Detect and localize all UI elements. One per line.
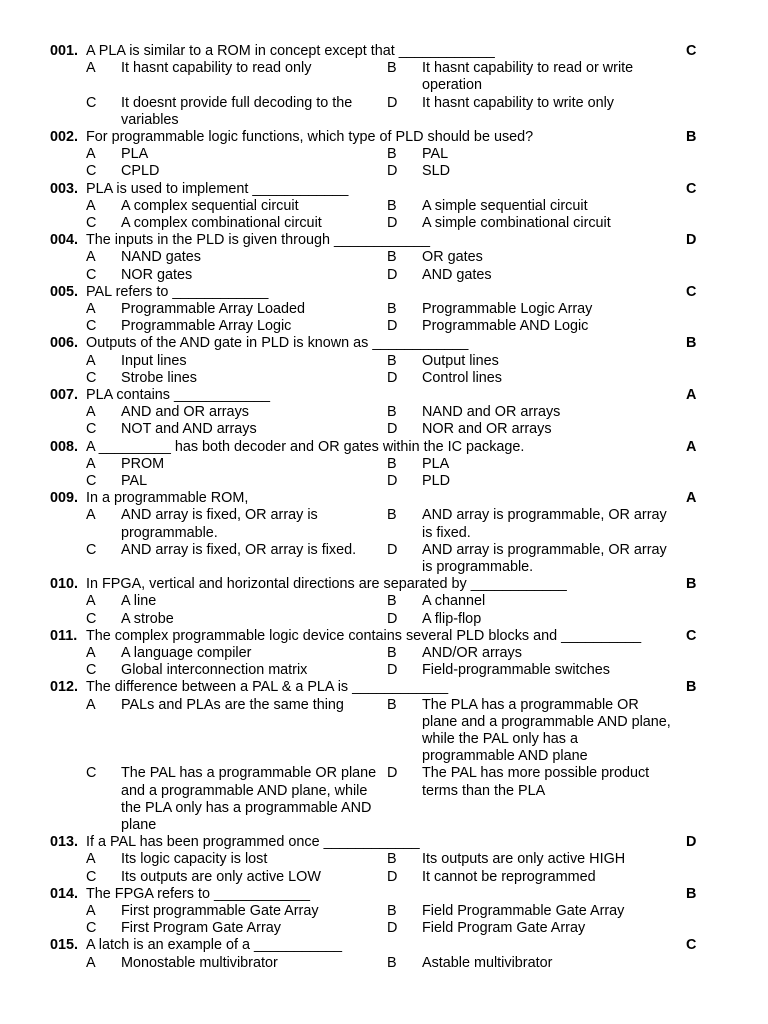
option-text: NOT and AND arrays	[121, 421, 257, 438]
question-2	[0, 129, 768, 181]
option-letter: C	[86, 868, 97, 885]
option	[0, 473, 387, 490]
option-row	[0, 60, 768, 94]
option-letter: C	[86, 421, 97, 438]
question-stem	[0, 181, 768, 198]
question-15	[0, 937, 768, 971]
question-number: 008.	[50, 438, 79, 455]
option-row	[0, 920, 768, 937]
option-letter: C	[86, 662, 97, 679]
answer-key: C	[686, 627, 697, 644]
question-6	[0, 335, 768, 387]
option-letter: A	[86, 300, 96, 317]
option-text: First Program Gate Array	[121, 920, 281, 937]
option	[0, 662, 387, 679]
option-row	[0, 318, 768, 335]
option	[387, 456, 768, 473]
option-text: AND array is fixed, OR array is programmable.	[121, 507, 318, 541]
question-number: 014.	[50, 885, 79, 902]
option-text: Monostable multivibrator	[121, 954, 278, 971]
option-letter: D	[387, 266, 398, 283]
answer-key: D	[686, 232, 697, 249]
question-number: 010.	[50, 576, 79, 593]
option-letter: C	[86, 610, 97, 627]
question-stem	[0, 490, 768, 507]
option	[0, 95, 387, 129]
option	[387, 697, 768, 766]
option	[387, 267, 768, 284]
question-number: 004.	[50, 232, 79, 249]
question-stem	[0, 628, 768, 645]
option	[387, 903, 768, 920]
question-text: A PLA is similar to a ROM in concept except that ____________	[86, 43, 495, 59]
option-text: NAND gates	[121, 249, 201, 266]
option	[387, 249, 768, 266]
option-text: PLA	[422, 455, 450, 472]
option-letter: D	[387, 920, 398, 937]
option-text: It hasnt capability to read or write operation	[422, 60, 634, 94]
question-3	[0, 181, 768, 233]
option-letter: D	[387, 369, 398, 386]
option	[0, 920, 387, 937]
option-text: A channel	[422, 593, 486, 610]
question-number: 012.	[50, 679, 79, 696]
option-letter: D	[387, 541, 398, 558]
option-text: Astable multivibrator	[422, 954, 553, 971]
answer-key: C	[686, 937, 697, 954]
option	[387, 542, 768, 576]
answer-key: A	[686, 386, 697, 403]
option-text: A simple sequential circuit	[422, 197, 588, 214]
option-letter: C	[86, 920, 97, 937]
question-1	[0, 43, 768, 129]
option-text: A language compiler	[121, 644, 252, 661]
option	[387, 473, 768, 490]
option-letter: A	[86, 644, 96, 661]
option-letter: C	[86, 266, 97, 283]
option	[0, 593, 387, 610]
question-number: 003.	[50, 180, 79, 197]
option-letter: C	[86, 369, 97, 386]
question-text: PLA contains ____________	[86, 386, 271, 403]
question-text: A _________ has both decoder and OR gates within the IC package.	[86, 438, 525, 455]
option	[387, 353, 768, 370]
option-text: NOR gates	[121, 266, 193, 283]
option-letter: C	[86, 94, 97, 111]
question-10	[0, 576, 768, 628]
option-text: AND and OR arrays	[121, 404, 249, 421]
answer-key: B	[686, 679, 697, 696]
option-letter: B	[387, 644, 397, 661]
option-text: A complex sequential circuit	[121, 197, 299, 214]
option-text: PAL	[121, 472, 148, 489]
option-row	[0, 456, 768, 473]
option-text: SLD	[422, 163, 450, 180]
option	[387, 95, 768, 129]
option-row	[0, 697, 768, 766]
option	[387, 318, 768, 335]
question-number: 011.	[50, 627, 78, 644]
question-stem	[0, 284, 768, 301]
option-text: Programmable Array Loaded	[121, 300, 305, 317]
option	[387, 611, 768, 628]
option-text: PAL	[422, 146, 449, 163]
option	[387, 662, 768, 679]
option-letter: D	[387, 765, 398, 782]
option-text: A complex combinational circuit	[121, 214, 322, 231]
option-text: Strobe lines	[121, 369, 197, 386]
option	[387, 593, 768, 610]
answer-key: B	[686, 885, 697, 902]
option	[0, 60, 387, 94]
option-text: A line	[121, 593, 157, 610]
option	[0, 765, 387, 834]
option-letter: D	[387, 214, 398, 231]
question-number: 007.	[50, 386, 79, 403]
option	[0, 249, 387, 266]
answer-key: B	[686, 335, 697, 352]
option-letter: A	[86, 352, 96, 369]
option-letter: D	[387, 868, 398, 885]
option-text: Input lines	[121, 352, 187, 369]
option	[0, 215, 387, 232]
option-text: PROM	[121, 455, 165, 472]
option-text: Its logic capacity is lost	[121, 851, 268, 868]
option-text: It cannot be reprogrammed	[422, 868, 596, 885]
option-text: AND array is programmable, OR array is programmable.	[422, 541, 667, 575]
question-number: 006.	[50, 335, 79, 352]
question-text: PAL refers to ____________	[86, 283, 269, 300]
option-text: Field Programmable Gate Array	[422, 902, 625, 919]
option-row	[0, 955, 768, 972]
option-letter: B	[387, 249, 397, 266]
option	[387, 215, 768, 232]
question-text: For programmable logic functions, which type of PLD should be used?	[86, 129, 534, 145]
option	[387, 146, 768, 163]
option-row	[0, 404, 768, 421]
option	[387, 198, 768, 215]
option-letter: D	[387, 662, 398, 679]
option-text: AND gates	[422, 266, 492, 283]
option-letter: A	[86, 404, 96, 421]
option-row	[0, 542, 768, 576]
option	[0, 697, 387, 766]
question-text: If a PAL has been programmed once ____________	[86, 834, 420, 851]
option-text: Global interconnection matrix	[121, 662, 308, 679]
option-letter: A	[86, 146, 96, 163]
option-row	[0, 215, 768, 232]
option-text: Field-programmable switches	[422, 662, 610, 679]
question-text: In FPGA, vertical and horizontal directions are separated by ____________	[86, 576, 567, 593]
option-letter: D	[387, 318, 398, 335]
question-stem	[0, 937, 768, 954]
option	[387, 851, 768, 868]
answer-key: C	[686, 283, 697, 300]
question-7	[0, 387, 768, 439]
question-stem	[0, 387, 768, 404]
option-text: A simple combinational circuit	[422, 214, 611, 231]
question-text: The complex programmable logic device contains several PLD blocks and __________	[86, 627, 642, 644]
option-letter: B	[387, 60, 397, 77]
question-text: In a programmable ROM,	[86, 490, 249, 507]
question-number: 001.	[50, 43, 79, 59]
option	[387, 765, 768, 834]
option-text: Its outputs are only active LOW	[121, 868, 321, 885]
option	[0, 611, 387, 628]
option-letter: A	[86, 902, 96, 919]
option-row	[0, 370, 768, 387]
option	[387, 421, 768, 438]
question-stem	[0, 232, 768, 249]
option-text: Field Program Gate Array	[422, 920, 586, 937]
option	[0, 456, 387, 473]
option-letter: A	[86, 507, 96, 524]
question-stem	[0, 679, 768, 696]
option-letter: B	[387, 696, 397, 713]
option-row	[0, 473, 768, 490]
option-letter: D	[387, 472, 398, 489]
option-text: Programmable AND Logic	[422, 318, 589, 335]
question-9	[0, 490, 768, 576]
option-text: First programmable Gate Array	[121, 902, 319, 919]
answer-key: A	[686, 490, 697, 507]
option-row	[0, 163, 768, 180]
question-11	[0, 628, 768, 680]
question-number: 005.	[50, 283, 79, 300]
question-stem	[0, 576, 768, 593]
answer-key: A	[686, 438, 697, 455]
option-letter: B	[387, 404, 397, 421]
option	[0, 421, 387, 438]
question-stem	[0, 439, 768, 456]
question-text: The inputs in the PLD is given through ____________	[86, 232, 431, 249]
option-letter: A	[86, 60, 96, 77]
question-14	[0, 886, 768, 938]
option-row	[0, 851, 768, 868]
option-row	[0, 301, 768, 318]
option-text: PLD	[422, 472, 450, 489]
option	[0, 955, 387, 972]
option	[0, 507, 387, 541]
option-text: OR gates	[422, 249, 483, 266]
option-text: The PAL has more possible product terms than the PLA	[422, 765, 650, 799]
option-text: CPLD	[121, 163, 160, 180]
option-letter: B	[387, 902, 397, 919]
option-letter: A	[86, 249, 96, 266]
option	[387, 869, 768, 886]
option	[387, 404, 768, 421]
question-stem	[0, 834, 768, 851]
option	[0, 404, 387, 421]
option-text: NOR and OR arrays	[422, 421, 552, 438]
question-sheet	[0, 43, 768, 972]
option-text: It doesnt provide full decoding to the variables	[121, 94, 353, 128]
question-5	[0, 284, 768, 336]
option	[0, 163, 387, 180]
option-text: It hasnt capability to write only	[422, 94, 614, 111]
question-text: Outputs of the AND gate in PLD is known as ____________	[86, 335, 469, 352]
option-text: Control lines	[422, 369, 502, 386]
option-text: AND array is fixed, OR array is fixed.	[121, 541, 357, 558]
question-number: 015.	[50, 937, 79, 954]
question-text: The difference between a PAL & a PLA is ____________	[86, 679, 449, 696]
option-row	[0, 645, 768, 662]
option-row	[0, 765, 768, 834]
option-letter: B	[387, 954, 397, 971]
option-letter: A	[86, 593, 96, 610]
option-letter: B	[387, 593, 397, 610]
option-row	[0, 353, 768, 370]
option	[387, 60, 768, 94]
option	[0, 851, 387, 868]
option-letter: D	[387, 94, 398, 111]
option-text: Programmable Array Logic	[121, 318, 292, 335]
option-letter: D	[387, 163, 398, 180]
option-letter: B	[387, 352, 397, 369]
option-row	[0, 662, 768, 679]
option-text: It hasnt capability to read only	[121, 60, 312, 77]
option	[0, 370, 387, 387]
question-stem	[0, 43, 768, 60]
option-letter: C	[86, 541, 97, 558]
option-letter: B	[387, 851, 397, 868]
option-letter: C	[86, 765, 97, 782]
option-text: Output lines	[422, 352, 499, 369]
option-letter: A	[86, 954, 96, 971]
option	[0, 301, 387, 318]
question-4	[0, 232, 768, 284]
option-row	[0, 198, 768, 215]
option-letter: A	[86, 197, 96, 214]
option	[387, 955, 768, 972]
question-number: 009.	[50, 490, 79, 507]
option-letter: C	[86, 472, 97, 489]
option-text: AND array is programmable, OR array is fixed.	[422, 507, 667, 541]
option	[0, 903, 387, 920]
option-letter: B	[387, 146, 397, 163]
answer-key: B	[686, 576, 697, 593]
option-text: NAND and OR arrays	[422, 404, 561, 421]
option	[0, 353, 387, 370]
question-8	[0, 439, 768, 491]
option	[387, 507, 768, 541]
option-letter: A	[86, 455, 96, 472]
answer-key: B	[686, 129, 697, 145]
option	[0, 267, 387, 284]
option-text: The PAL has a programmable OR plane and a programmable AND plane, while the PLA only has a programmable AND plane	[121, 765, 377, 833]
option-row	[0, 249, 768, 266]
option	[387, 645, 768, 662]
option-letter: B	[387, 455, 397, 472]
option-row	[0, 95, 768, 129]
question-number: 002.	[50, 129, 79, 145]
option	[0, 198, 387, 215]
question-13	[0, 834, 768, 886]
option	[0, 869, 387, 886]
option	[387, 920, 768, 937]
option-letter: C	[86, 214, 97, 231]
option	[0, 542, 387, 576]
option-text: Programmable Logic Array	[422, 300, 593, 317]
question-text: PLA is used to implement ____________	[86, 180, 349, 197]
option-row	[0, 267, 768, 284]
option-text: Its outputs are only active HIGH	[422, 851, 626, 868]
option-text: PALs and PLAs are the same thing	[121, 696, 344, 713]
answer-key: C	[686, 180, 697, 197]
option-row	[0, 507, 768, 541]
question-stem	[0, 129, 768, 146]
option	[0, 318, 387, 335]
question-12	[0, 679, 768, 834]
question-text: A latch is an example of a ___________	[86, 937, 343, 954]
option-text: PLA	[121, 146, 149, 163]
option-letter: C	[86, 163, 97, 180]
question-number: 013.	[50, 834, 79, 851]
option	[387, 301, 768, 318]
option-letter: D	[387, 421, 398, 438]
option-letter: B	[387, 300, 397, 317]
answer-key: C	[686, 43, 697, 59]
option-letter: B	[387, 197, 397, 214]
option-row	[0, 421, 768, 438]
option-text: AND/OR arrays	[422, 644, 522, 661]
option-text: A strobe	[121, 610, 174, 627]
option-row	[0, 611, 768, 628]
option	[387, 163, 768, 180]
option-letter: A	[86, 851, 96, 868]
option-row	[0, 903, 768, 920]
option-letter: D	[387, 610, 398, 627]
option-text: A flip-flop	[422, 610, 482, 627]
option	[0, 645, 387, 662]
option-letter: C	[86, 318, 97, 335]
option	[387, 370, 768, 387]
question-stem	[0, 886, 768, 903]
option-row	[0, 869, 768, 886]
answer-key: D	[686, 834, 697, 851]
option	[0, 146, 387, 163]
option-row	[0, 146, 768, 163]
option-letter: B	[387, 507, 397, 524]
question-stem	[0, 335, 768, 352]
question-text: The FPGA refers to ____________	[86, 885, 311, 902]
option-row	[0, 593, 768, 610]
option-text: The PLA has a programmable OR plane and a programmable AND plane, while the PAL only has a programmable AND plane	[422, 696, 671, 765]
option-letter: A	[86, 696, 96, 713]
